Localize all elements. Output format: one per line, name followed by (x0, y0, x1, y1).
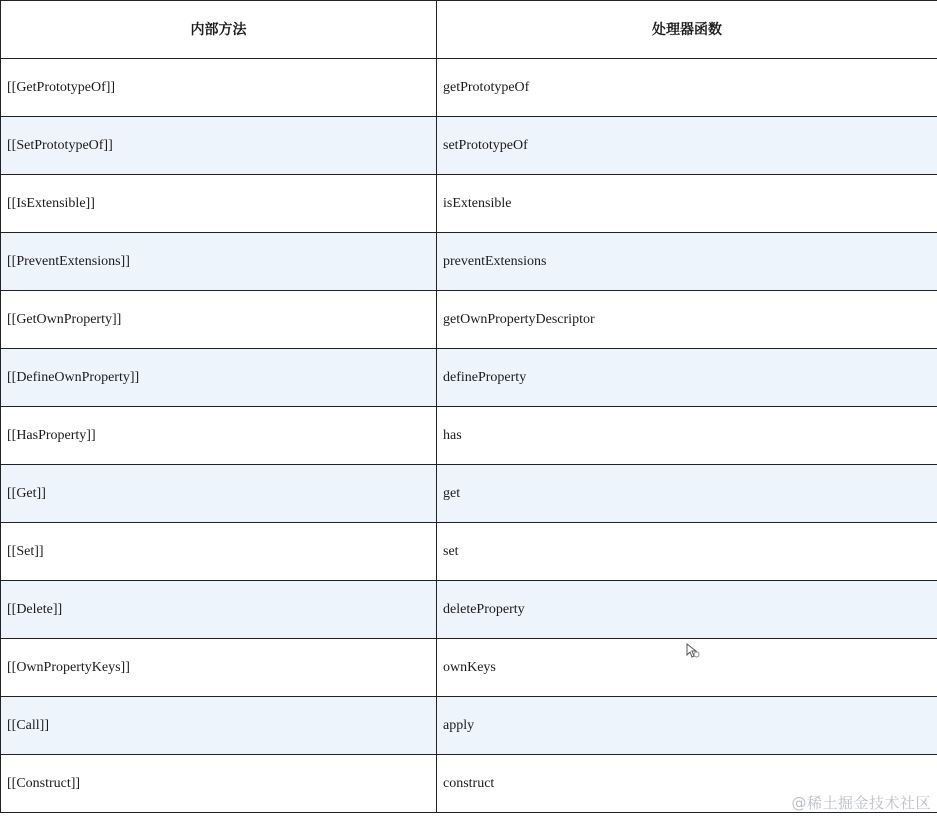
handler-function-cell: getPrototypeOf (437, 59, 937, 117)
handler-function-cell: ownKeys (437, 639, 937, 697)
handler-function-cell: get (437, 465, 937, 523)
internal-method-cell: [[Set]] (1, 523, 437, 581)
internal-method-cell: [[PreventExtensions]] (1, 233, 437, 291)
handler-function-cell: has (437, 407, 937, 465)
busy-pointer-icon (686, 643, 700, 659)
table-header-row (1, 1, 937, 59)
internal-method-cell: [[DefineOwnProperty]] (1, 349, 437, 407)
table-row (1, 465, 937, 523)
internal-method-cell: [[SetPrototypeOf]] (1, 117, 437, 175)
table-row (1, 117, 937, 175)
handler-function-cell: setPrototypeOf (437, 117, 937, 175)
handler-function-cell: apply (437, 697, 937, 755)
table-row (1, 291, 937, 349)
internal-method-cell: [[GetPrototypeOf]] (1, 59, 437, 117)
handler-function-cell: deleteProperty (437, 581, 937, 639)
header-handler-function: 处理器函数 (437, 1, 937, 59)
internal-method-cell: [[GetOwnProperty]] (1, 291, 437, 349)
table-row (1, 59, 937, 117)
handler-function-cell: construct (437, 755, 937, 813)
internal-method-cell: [[HasProperty]] (1, 407, 437, 465)
watermark: @稀土掘金技术社区 (791, 794, 931, 812)
internal-method-cell: [[Call]] (1, 697, 437, 755)
table-row (1, 581, 937, 639)
internal-method-cell: [[Construct]] (1, 755, 437, 813)
table-row (1, 407, 937, 465)
table-row (1, 697, 937, 755)
handler-function-cell: getOwnPropertyDescriptor (437, 291, 937, 349)
handler-function-cell: preventExtensions (437, 233, 937, 291)
handler-function-cell: defineProperty (437, 349, 937, 407)
table-row (1, 175, 937, 233)
internal-method-cell: [[Delete]] (1, 581, 437, 639)
table-row (1, 349, 937, 407)
table-row (1, 233, 937, 291)
table-body (1, 59, 937, 813)
internal-method-cell: [[Get]] (1, 465, 437, 523)
handler-function-cell: set (437, 523, 937, 581)
header-internal-method: 内部方法 (1, 1, 437, 59)
handler-function-cell: isExtensible (437, 175, 937, 233)
internal-method-cell: [[IsExtensible]] (1, 175, 437, 233)
table-row (1, 639, 937, 697)
internal-method-cell: [[OwnPropertyKeys]] (1, 639, 437, 697)
table-row (1, 523, 937, 581)
